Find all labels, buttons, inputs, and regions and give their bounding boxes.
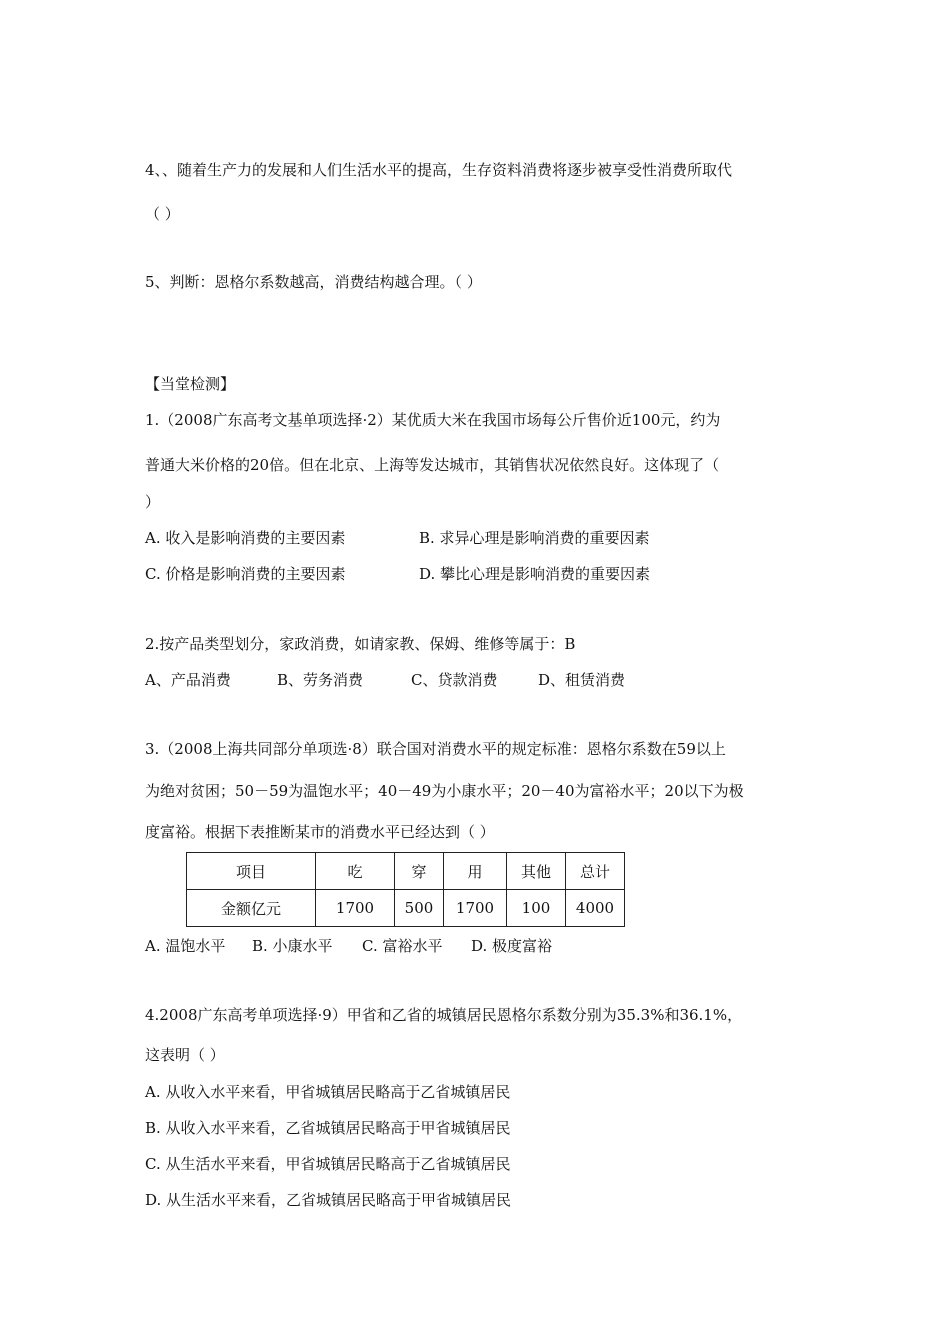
table-header-cell: 用 — [444, 853, 507, 890]
table-header-cell: 其他 — [507, 853, 566, 890]
q4-option-d: D. 从生活水平来看，乙省城镇居民略高于甲省城镇居民 — [145, 1191, 512, 1209]
q1-option-a: A. 收入是影响消费的主要因素 — [145, 529, 346, 547]
table-header-cell: 穿 — [395, 853, 444, 890]
q4-line1: 4.2008广东高考单项选择·9）甲省和乙省的城镇居民恩格尔系数分别为35.3%和36.1%， — [145, 1006, 743, 1024]
q2-option-a: A、产品消费 — [145, 671, 231, 689]
q2-option-d: D、租赁消费 — [538, 671, 626, 689]
q2-option-b: B、劳务消费 — [277, 671, 364, 689]
q1-option-d: D. 攀比心理是影响消费的重要因素 — [419, 565, 651, 583]
table-header-row — [187, 853, 625, 890]
q3-option-c: C. 富裕水平 — [362, 937, 443, 955]
table-cell: 1700 — [444, 890, 507, 927]
table-cell: 500 — [395, 890, 444, 927]
q4-option-b: B. 从收入水平来看，乙省城镇居民略高于甲省城镇居民 — [145, 1119, 511, 1137]
q3-option-d: D. 极度富裕 — [471, 937, 553, 955]
q3-line1: 3.（2008上海共同部分单项选·8）联合国对消费水平的规定标准：恩格尔系数在59以上 — [145, 740, 726, 758]
q1-line2: 普通大米价格的20倍。但在北京、上海等发达城市，其销售状况依然良好。这体现了（ — [145, 456, 720, 474]
q1-line1: 1.（2008广东高考文基单项选择·2）某优质大米在我国市场每公斤售价近100元，约为 — [145, 411, 721, 429]
section-title: 【当堂检测】 — [145, 375, 236, 393]
q4-option-c: C. 从生活水平来看，甲省城镇居民略高于乙省城镇居民 — [145, 1155, 511, 1173]
table-header-cell: 总计 — [566, 853, 625, 890]
q2-line1: 2.按产品类型划分，家政消费，如请家教、保姆、维修等属于：B — [145, 635, 576, 653]
q1-line3: ） — [145, 493, 161, 511]
prev-q4-line1: 4、、随着生产力的发展和人们生活水平的提高，生存资料消费将逐步被享受性消费所取代 — [145, 161, 733, 179]
table-row — [187, 890, 625, 927]
q3-option-a: A. 温饱水平 — [145, 937, 226, 955]
consumption-table — [186, 852, 625, 927]
table-cell: 100 — [507, 890, 566, 927]
q3-option-b: B. 小康水平 — [252, 937, 333, 955]
table-header-cell: 项目 — [187, 853, 316, 890]
table-cell: 4000 — [566, 890, 625, 927]
q1-option-c: C. 价格是影响消费的主要因素 — [145, 565, 346, 583]
prev-q4-line2: （ ） — [145, 205, 180, 223]
q4-line2: 这表明（ ） — [145, 1046, 225, 1064]
q3-line2: 为绝对贫困；50－59为温饱水平；40－49为小康水平；20－40为富裕水平；20以下为极 — [145, 782, 744, 800]
q2-option-c: C、贷款消费 — [411, 671, 498, 689]
q1-option-b: B. 求异心理是影响消费的重要因素 — [419, 529, 650, 547]
q4-option-a: A. 从收入水平来看，甲省城镇居民略高于乙省城镇居民 — [145, 1083, 511, 1101]
q3-line3: 度富裕。根据下表推断某市的消费水平已经达到（ ） — [145, 823, 495, 841]
table-header-cell: 吃 — [316, 853, 395, 890]
prev-q5: 5、判断：恩格尔系数越高，消费结构越合理。（ ） — [145, 273, 482, 291]
table-cell: 金额亿元 — [187, 890, 316, 927]
table-cell: 1700 — [316, 890, 395, 927]
